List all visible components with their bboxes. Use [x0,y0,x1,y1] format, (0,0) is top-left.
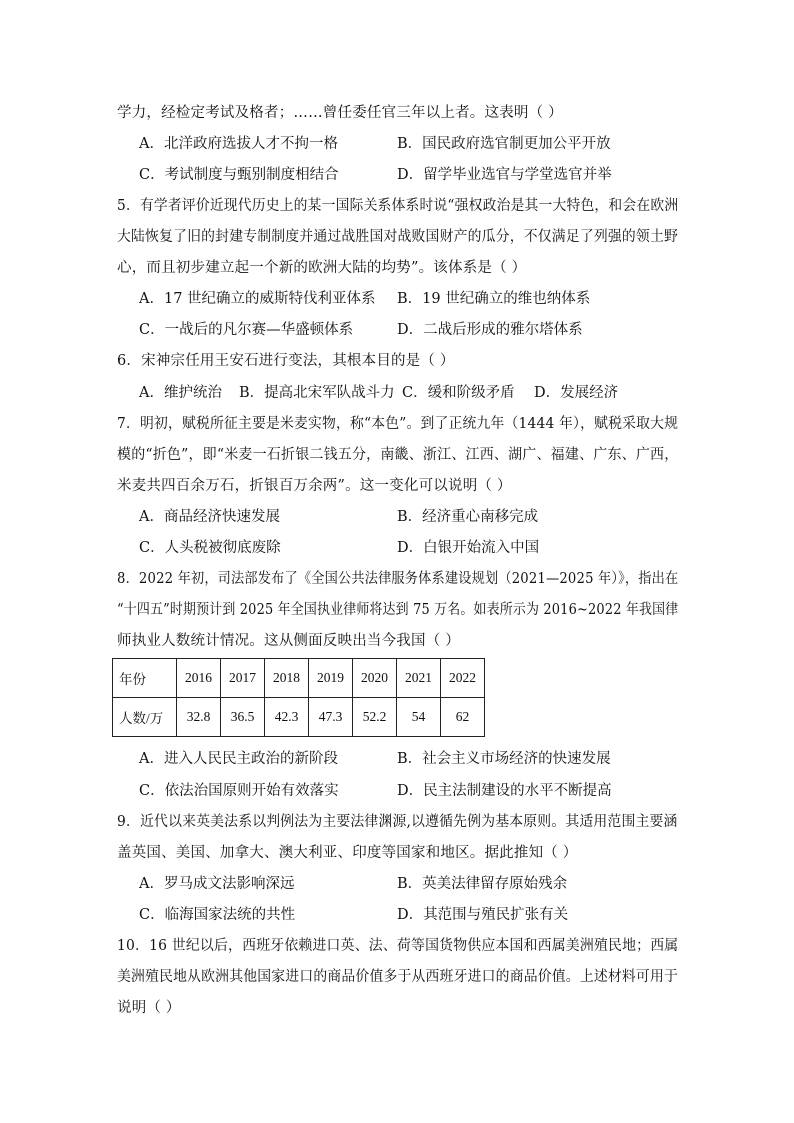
lawyer-count-table [112,658,485,737]
q10-stem-line2: 美洲殖民地从欧洲其他国家进口的商品价值多于从西班牙进口的商品价值。上述材料可用于 [117,969,679,985]
table-row-counts [113,698,485,737]
q9-option-a: A．罗马成文法影响深远 [139,876,295,892]
q8-option-a: A．进入人民民主政治的新阶段 [139,751,338,767]
q10-stem-line1: 10．16 世纪以后，西班牙依赖进口英、法、荷等国货物供应本国和西属美洲殖民地；西属 [117,938,679,954]
table-cell-year: 2018 [265,659,309,698]
q6-option-c: C．缓和阶级矛盾 [402,385,515,401]
q5-option-d: D．二战后形成的雅尔塔体系 [397,322,583,338]
table-cell-year: 2021 [397,659,441,698]
q9-stem-line2: 盖英国、美国、加拿大、澳大利亚、印度等国家和地区。据此推知（ ） [117,845,578,861]
q4-option-c: C．考试制度与甄别制度相结合 [139,167,339,183]
table-cell-count: 62 [441,698,485,737]
table-cell-count: 47.3 [309,698,353,737]
table-cell-count: 36.5 [221,698,265,737]
q10-stem-line3: 说明（ ） [117,1000,181,1016]
table-cell-year: 2019 [309,659,353,698]
q7-option-b: B．经济重心南移完成 [397,509,539,525]
q8-stem-line1: 8．2022 年初，司法部发布了《全国公共法律服务体系建设规划（2021—2025 年）》，指出在 [117,571,679,587]
q7-stem-line3: 米麦共四百余万石，折银百万余两”。这一变化可以说明（ ） [117,478,512,494]
q8-stem-line2: “十四五”时期预计到 2025 年全国执业律师将达到 75 万名。如表所示为 2016~2022 年我国律 [117,602,679,618]
q8-option-b: B．社会主义市场经济的快速发展 [397,751,611,767]
q5-stem-line2: 大陆恢复了旧的封建专制制度并通过战胜国对战败国财产的瓜分，不仅满足了列强的领土野 [117,229,679,245]
q8-option-c: C．依法治国原则开始有效落实 [139,783,339,799]
q7-option-d: D．白银开始流入中国 [397,540,540,556]
q9-option-d: D．其范围与殖民扩张有关 [397,907,569,923]
q6-option-a: A．维护统治 [139,385,222,401]
table-cell-year: 2017 [221,659,265,698]
q9-option-b: B．英美法律留存原始残余 [397,876,568,892]
table-header-count: 人数/万 [113,698,177,737]
q6-stem: 6．宋神宗任用王安石进行变法，其根本目的是（ ） [117,353,455,369]
q4-stem-tail: 学力，经检定考试及格者；……曾任委任官三年以上者。这表明（ ） [117,105,563,121]
q4-option-d: D．留学毕业选官与学堂选官并举 [397,167,612,183]
table-cell-year: 2020 [353,659,397,698]
q5-stem-line1: 5．有学者评价近现代历史上的某一国际关系体系时说“强权政治是其一大特色，和会在欧洲 [117,198,679,214]
table-cell-count: 54 [397,698,441,737]
q4-option-a: A．北洋政府选拔人才不拘一格 [139,136,338,152]
q5-option-b: B．19 世纪确立的维也纳体系 [397,291,591,307]
q5-option-a: A．17 世纪确立的威斯特伐利亚体系 [139,291,376,307]
q4-option-b: B．国民政府选官制更加公平开放 [397,136,611,152]
q6-option-d: D．发展经济 [534,385,619,401]
q7-option-c: C．人头税被彻底废除 [139,540,281,556]
q7-stem-line1: 7．明初，赋税所征主要是米麦实物，称“本色”。到了正统九年（1444 年），赋税采取大规 [117,416,679,432]
q9-stem-line1: 9．近代以来英美法系以判例法为主要法律渊源,以遵循先例为基本原则。其适用范围主要涵 [117,814,678,830]
table-cell-count: 52.2 [353,698,397,737]
q8-stem-line3: 师执业人数统计情况。这从侧面反映出当今我国（ ） [117,633,460,649]
q9-option-c: C．临海国家法统的共性 [139,907,296,923]
q7-option-a: A．商品经济快速发展 [139,509,280,525]
table-cell-year: 2016 [177,659,221,698]
table-cell-count: 32.8 [177,698,221,737]
table-row-years [113,659,485,698]
q6-option-b: B．提高北宋军队战斗力 [239,385,395,401]
q5-option-c: C．一战后的凡尔赛—华盛顿体系 [139,322,354,338]
table-cell-count: 42.3 [265,698,309,737]
table-cell-year: 2022 [441,659,485,698]
q7-stem-line2: 模的“折色”，即“米麦一石折银二钱五分，南畿、浙江、江西、湖广、福建、广东、广西， [117,447,679,463]
q5-stem-line3: 心，而且初步建立起一个新的欧洲大陆的均势”。该体系是（ ） [117,260,527,276]
q8-option-d: D．民主法制建设的水平不断提高 [397,783,612,799]
table-header-year: 年份 [113,659,177,698]
